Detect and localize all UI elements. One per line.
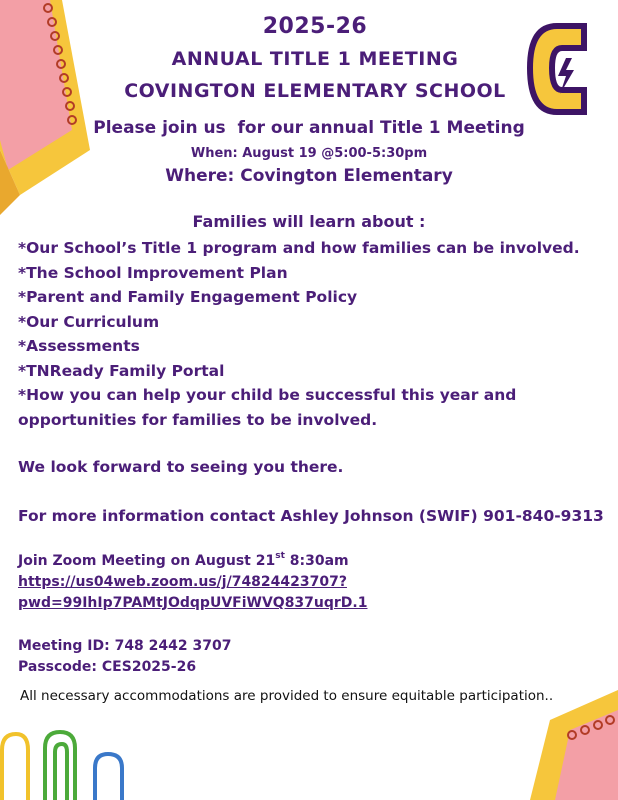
meeting-credentials: [18, 636, 231, 678]
meeting-passcode: Passcode: CES2025-26: [18, 659, 197, 675]
school-logo: [522, 18, 592, 118]
learn-heading: Families will learn about :: [192, 212, 426, 231]
accommodations-note: All necessary accommodations are provided to ensure equitable participation..: [20, 688, 554, 704]
list-item: *Parent and Family Engagement Policy: [18, 288, 358, 306]
meeting-location: Where: Covington Elementary: [165, 166, 453, 186]
invite-headline: Please join us for our annual Title 1 Meeting: [93, 118, 525, 138]
learn-list: [18, 236, 608, 432]
year-heading: 2025-26: [262, 14, 368, 39]
meeting-id: Meeting ID: 748 2442 3707: [18, 638, 232, 654]
zoom-link[interactable]: https://us04web.zoom.us/j/74824423707? pwd=99IhIp7PAMtJOdqpUVFiWVQ837uqrD.1: [18, 574, 368, 611]
list-item: *The School Improvement Plan: [18, 263, 288, 282]
paperclips-decoration: [0, 728, 150, 800]
closing-text: We look forward to seeing you there.: [18, 458, 344, 476]
contact-info: For more information contact Ashley Johnson (SWIF) 901-840-9313: [18, 507, 604, 525]
list-item: *Our School’s Title 1 program and how families can be involved.: [18, 239, 580, 257]
list-item: *How you can help your child be successful this year and: [18, 386, 517, 404]
list-item: *Our Curriculum: [18, 312, 160, 331]
meeting-time: When: August 19 @5:00-5:30pm: [190, 146, 428, 161]
meeting-title: ANNUAL TITLE 1 MEETING: [171, 48, 459, 70]
list-item: *TNReady Family Portal: [18, 361, 225, 380]
list-item: *Assessments: [18, 337, 140, 355]
list-item: opportunities for families to be involved.: [18, 410, 378, 429]
school-name: COVINGTON ELEMENTARY SCHOOL: [124, 80, 506, 102]
zoom-join-line: Join Zoom Meeting on August 21st 8:30am: [18, 551, 349, 569]
zoom-section: [18, 551, 368, 614]
